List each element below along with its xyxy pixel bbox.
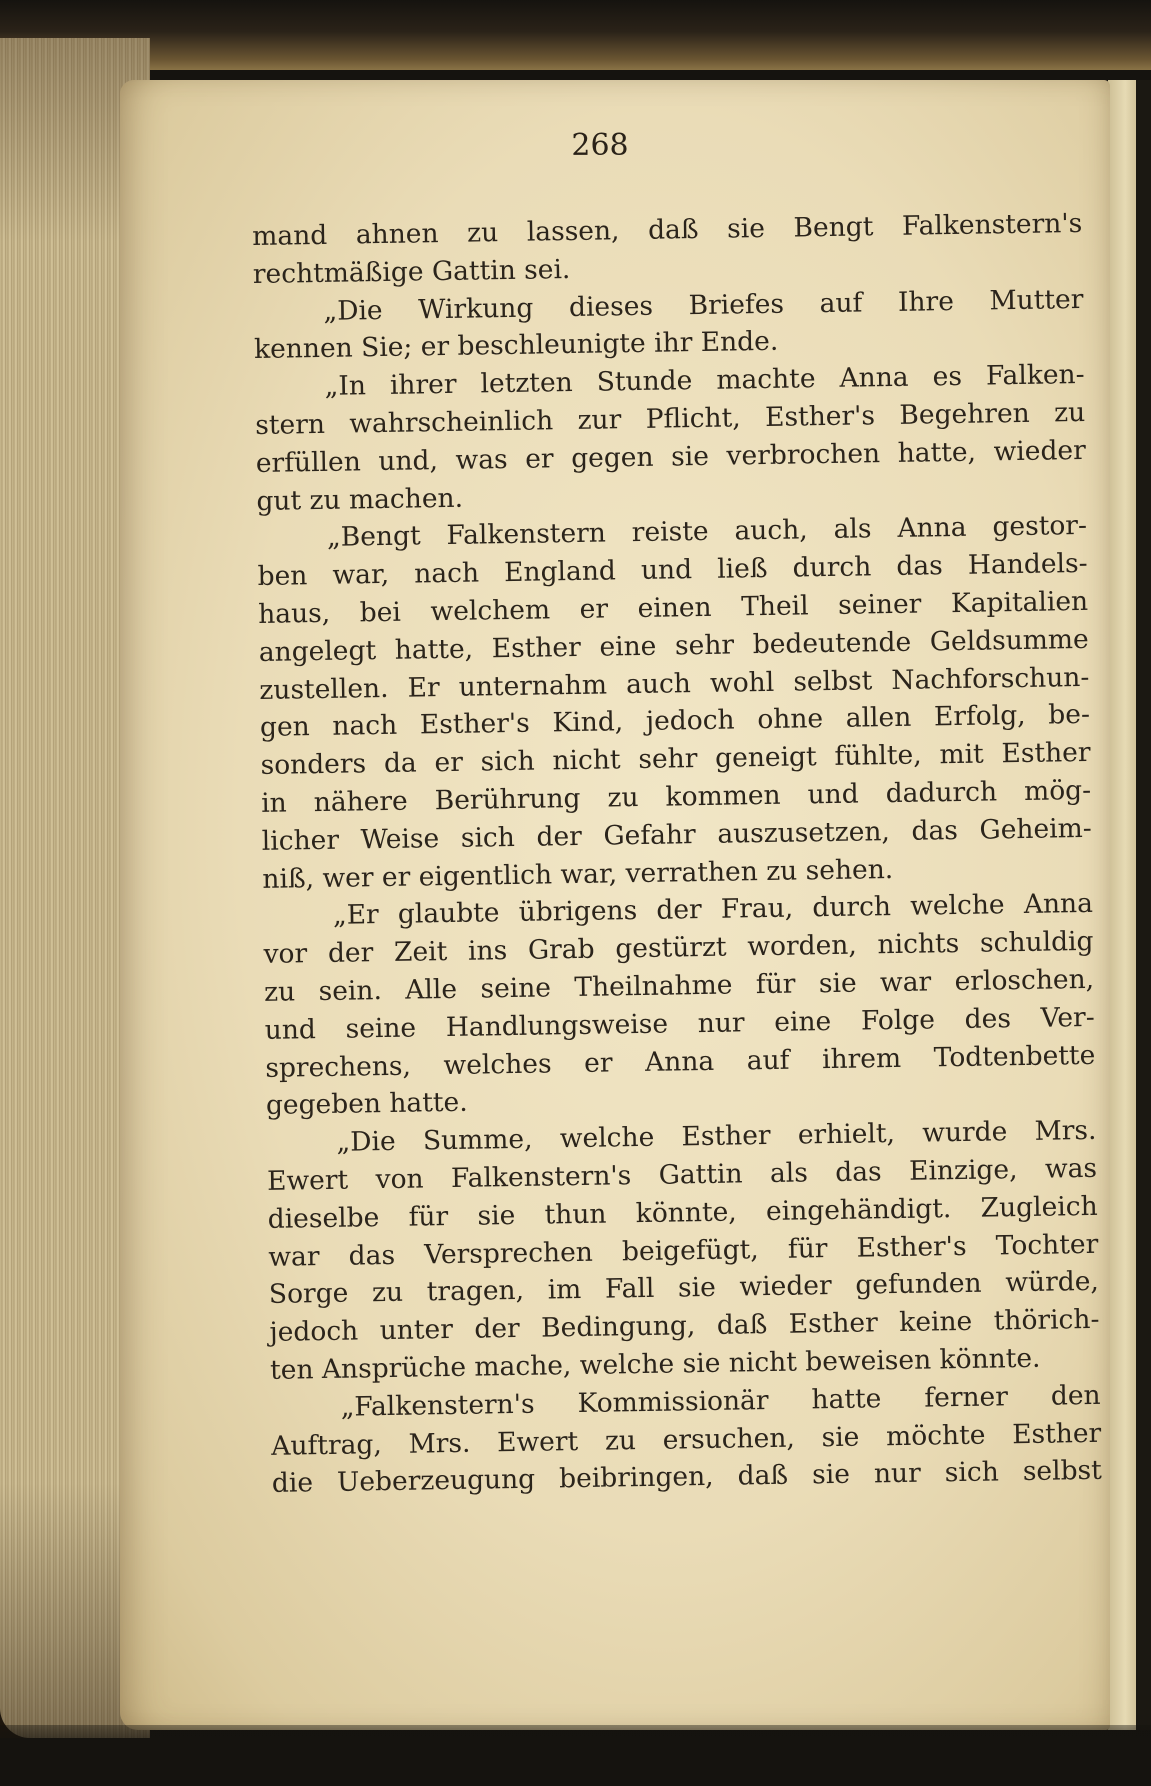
book-cover-top <box>0 0 1151 70</box>
text-line: vor der Zeit ins Grab gestürzt worden, nichts schuldig <box>263 926 1094 971</box>
text-line: haus, bei welchem er einen Theil seiner Kapitalien <box>257 585 1089 630</box>
text-line: „Falkenstern's Kommissionär hatte ferner den <box>340 1379 1101 1423</box>
text-line: „In ihrer letzten Stunde machte Anna es Falken- <box>324 359 1085 403</box>
text-line: stern wahrscheinlich zur Pflicht, Esther's Begehren zu <box>255 396 1086 441</box>
text-line: dieselbe für sie thun könnte, eingehändigt. Zugleich <box>267 1190 1098 1235</box>
text-line: angelegt hatte, Esther eine sehr bedeutende Geldsumme <box>258 623 1089 668</box>
text-line: ben war, nach England und ließ durch das Handels- <box>257 548 1088 593</box>
text-line: Auftrag, Mrs. Ewert zu ersuchen, sie möchte Esther <box>271 1417 1102 1462</box>
text-line: „Er glaubte übrigens der Frau, durch welche Anna <box>332 888 1094 932</box>
text-line: sonders da er sich nicht sehr geneigt fühlte, mit Esther <box>260 737 1091 782</box>
text-line: niß, wer er eigentlich war, verrathen zu sehen. <box>262 853 894 895</box>
text-line: Ewert von Falkenstern's Gattin als das Einzige, was <box>266 1152 1098 1197</box>
text-line: sprechens, welches er Anna auf ihrem Todtenbette <box>265 1039 1096 1084</box>
bottom-shadow <box>0 1725 1151 1786</box>
text-line: mand ahnen zu lassen, daß sie Bengt Falkenstern's <box>252 207 1083 252</box>
text-line: rechtmäßige Gattin sei. <box>252 253 571 290</box>
text-line: licher Weise sich der Gefahr auszusetzen, das Geheim- <box>261 812 1092 857</box>
text-line: zustellen. Er unternahm auch wohl selbst Nachforschun- <box>259 661 1090 706</box>
background-right <box>1136 80 1151 1730</box>
text-line: „Bengt Falkenstern reiste auch, als Anna gestor- <box>326 510 1088 554</box>
text-line: zu sein. Alle seine Theilnahme für sie war erloschen, <box>263 963 1095 1008</box>
text-line: gut zu machen. <box>256 482 464 517</box>
text-line: die Ueberzeugung beibringen, daß sie nur sich selbst <box>271 1455 1103 1500</box>
text-line: „Die Wirkung dieses Briefes auf Ihre Mutter <box>323 283 1084 327</box>
text-line: gegeben hatte. <box>265 1087 468 1122</box>
text-line: kennen Sie; er beschleunigte ihr Ende. <box>253 326 779 366</box>
body-text <box>252 205 1102 1503</box>
text-line: „Die Summe, welche Esther erhielt, wurde Mrs. <box>336 1114 1097 1158</box>
text-line: jedoch unter der Bedingung, daß Esther keine thörich- <box>269 1303 1100 1348</box>
text-line: ten Ansprüche mache, welche sie nicht beweisen könnte. <box>269 1342 1041 1386</box>
text-line: in nähere Berührung zu kommen und dadurch mög- <box>260 774 1092 819</box>
text-line: erfüllen und, was er gegen sie verbrochen hatte, wieder <box>255 434 1086 479</box>
text-line: gen nach Esther's Kind, jedoch ohne allen Erfolg, be- <box>259 699 1091 744</box>
text-line: und seine Handlungsweise nur eine Folge des Ver- <box>264 1001 1095 1046</box>
text-line: war das Versprechen beigefügt, für Esther's Tochter <box>268 1228 1099 1273</box>
text-line: Sorge zu tragen, im Fall sie wieder gefunden würde, <box>268 1266 1100 1311</box>
page-number: 268 <box>571 128 629 163</box>
